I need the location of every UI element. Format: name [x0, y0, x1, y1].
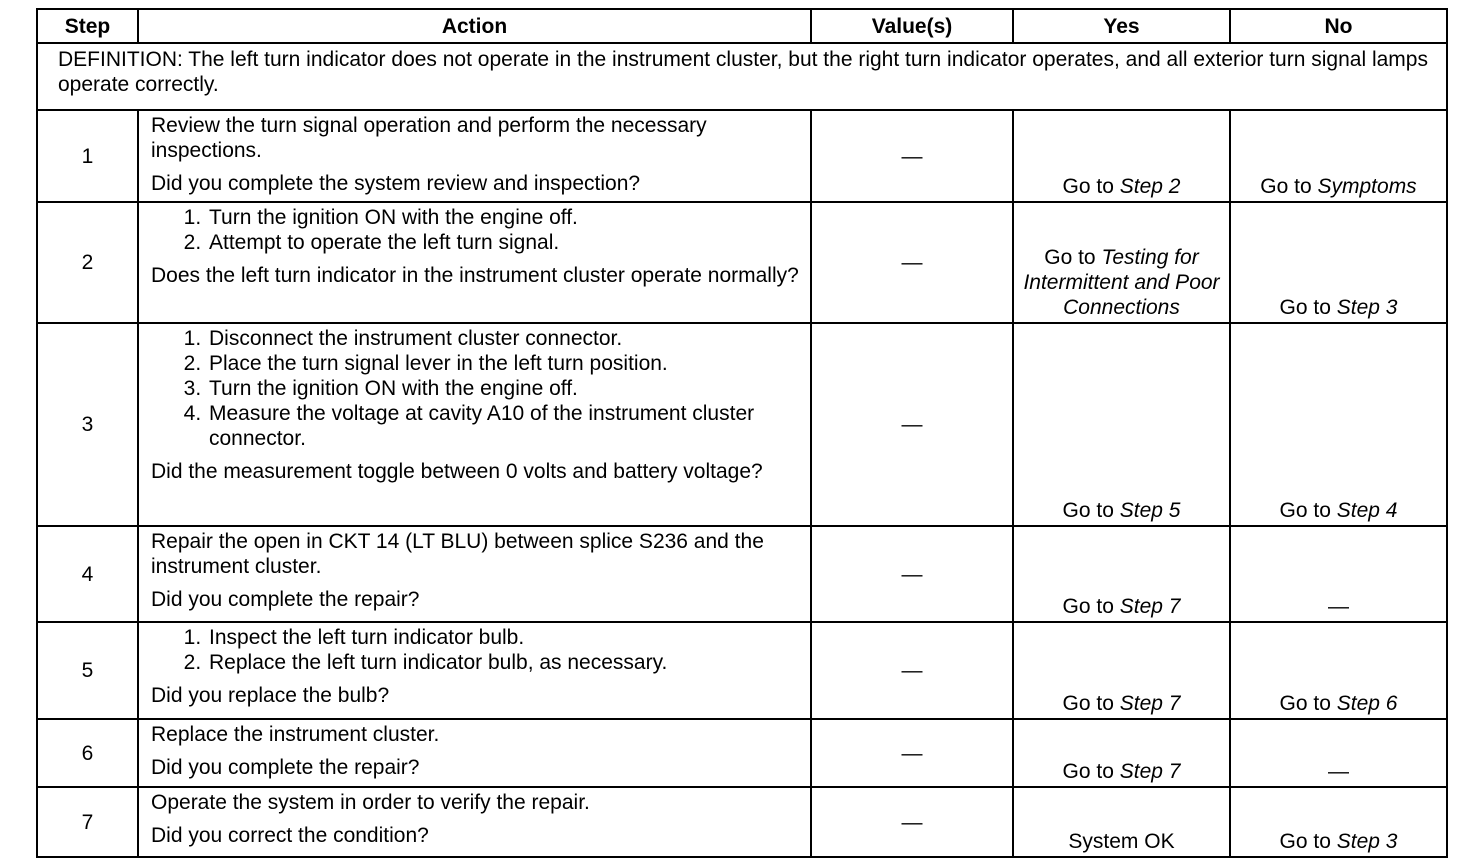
action-intro: Repair the open in CKT 14 (LT BLU) between splice S236 and the instrument cluster. [151, 530, 764, 578]
yes-cell [1013, 719, 1230, 787]
action-substep: 1. Inspect the left turn indicator bulb. [207, 625, 800, 650]
yes-prefix: Go to [1044, 246, 1102, 269]
step-row [37, 787, 1447, 857]
no-prefix: Go to [1279, 692, 1337, 715]
step-row [37, 202, 1447, 323]
diagnostic-table [36, 8, 1448, 858]
action-cell [138, 719, 811, 787]
yes-prefix: Go to [1062, 175, 1120, 198]
no-prefix: Go to [1279, 499, 1337, 522]
yes-cell [1013, 526, 1230, 622]
action-substep: 3. Turn the ignition ON with the engine off. [207, 376, 800, 401]
step-row [37, 719, 1447, 787]
definition-row [37, 43, 1447, 110]
no-reference: Step 3 [1336, 296, 1398, 319]
action-substep: 2. Replace the left turn indicator bulb, as necessary. [207, 650, 800, 675]
step-row [37, 526, 1447, 622]
action-question: Did you complete the repair? [151, 756, 420, 779]
action-substeps [151, 326, 800, 451]
yes-prefix: System OK [1068, 830, 1175, 853]
yes-cell [1013, 323, 1230, 526]
action-substep: 2. Place the turn signal lever in the left turn position. [207, 351, 800, 376]
yes-prefix: Go to [1062, 499, 1120, 522]
step-number: 7 [37, 787, 138, 857]
action-intro: Operate the system in order to verify the repair. [151, 791, 590, 814]
value-cell: — [811, 787, 1013, 857]
action-cell [138, 526, 811, 622]
value-cell: — [811, 719, 1013, 787]
header-no: No [1230, 9, 1447, 43]
action-question: Did you correct the condition? [151, 824, 429, 847]
header-yes: Yes [1013, 9, 1230, 43]
step-number: 6 [37, 719, 138, 787]
yes-cell [1013, 110, 1230, 202]
yes-prefix: Go to [1062, 595, 1120, 618]
action-substep: 1. Disconnect the instrument cluster connector. [207, 326, 800, 351]
action-question: Does the left turn indicator in the instrument cluster operate normally? [151, 264, 799, 287]
yes-cell [1013, 622, 1230, 719]
definition-text: DEFINITION: The left turn indicator does not operate in the instrument cluster, but the right turn indicator operates, and all exterior turn signal lamps operate correctly. [37, 43, 1447, 110]
no-reference: Step 3 [1336, 830, 1398, 853]
step-row [37, 110, 1447, 202]
header-values: Value(s) [811, 9, 1013, 43]
no-cell [1230, 622, 1447, 719]
step-number: 2 [37, 202, 138, 323]
no-prefix: Go to [1279, 830, 1337, 853]
action-question: Did the measurement toggle between 0 volts and battery voltage? [151, 460, 763, 483]
no-prefix: Go to [1279, 296, 1337, 319]
header-action: Action [138, 9, 811, 43]
yes-reference: Step 7 [1119, 595, 1181, 618]
action-cell [138, 202, 811, 323]
action-substeps [151, 205, 800, 255]
no-cell [1230, 719, 1447, 787]
no-cell [1230, 202, 1447, 323]
no-reference: Step 4 [1336, 499, 1398, 522]
no-cell [1230, 787, 1447, 857]
step-number: 5 [37, 622, 138, 719]
yes-prefix: Go to [1062, 692, 1120, 715]
value-cell: — [811, 202, 1013, 323]
yes-cell [1013, 787, 1230, 857]
action-substeps [151, 625, 800, 675]
action-cell [138, 110, 811, 202]
action-question: Did you complete the system review and inspection? [151, 172, 641, 195]
yes-reference: Step 5 [1119, 499, 1181, 522]
step-row [37, 622, 1447, 719]
no-reference: Step 6 [1336, 692, 1398, 715]
action-cell [138, 323, 811, 526]
no-prefix: — [1328, 760, 1349, 783]
action-cell [138, 787, 811, 857]
yes-cell [1013, 202, 1230, 323]
action-question: Did you replace the bulb? [151, 684, 390, 707]
yes-reference: Step 2 [1119, 175, 1181, 198]
no-cell [1230, 526, 1447, 622]
step-number: 1 [37, 110, 138, 202]
step-number: 3 [37, 323, 138, 526]
action-question: Did you complete the repair? [151, 588, 420, 611]
action-intro: Replace the instrument cluster. [151, 723, 440, 746]
value-cell: — [811, 526, 1013, 622]
header-row [37, 9, 1447, 43]
yes-prefix: Go to [1062, 760, 1120, 783]
step-number: 4 [37, 526, 138, 622]
yes-reference: Step 7 [1119, 760, 1181, 783]
action-substep: 2. Attempt to operate the left turn signal. [207, 230, 800, 255]
action-substep: 4. Measure the voltage at cavity A10 of the instrument cluster connector. [207, 401, 800, 451]
no-prefix: — [1328, 595, 1349, 618]
step-row [37, 323, 1447, 526]
no-cell [1230, 323, 1447, 526]
action-intro: Review the turn signal operation and perform the necessary inspections. [151, 114, 707, 162]
value-cell: — [811, 323, 1013, 526]
yes-reference: Testing for Intermittent and Poor Connections [1023, 246, 1220, 319]
no-reference: Symptoms [1317, 175, 1417, 198]
header-step: Step [37, 9, 138, 43]
value-cell: — [811, 622, 1013, 719]
no-cell [1230, 110, 1447, 202]
action-cell [138, 622, 811, 719]
yes-reference: Step 7 [1119, 692, 1181, 715]
value-cell: — [811, 110, 1013, 202]
no-prefix: Go to [1260, 175, 1318, 198]
action-substep: 1. Turn the ignition ON with the engine off. [207, 205, 800, 230]
